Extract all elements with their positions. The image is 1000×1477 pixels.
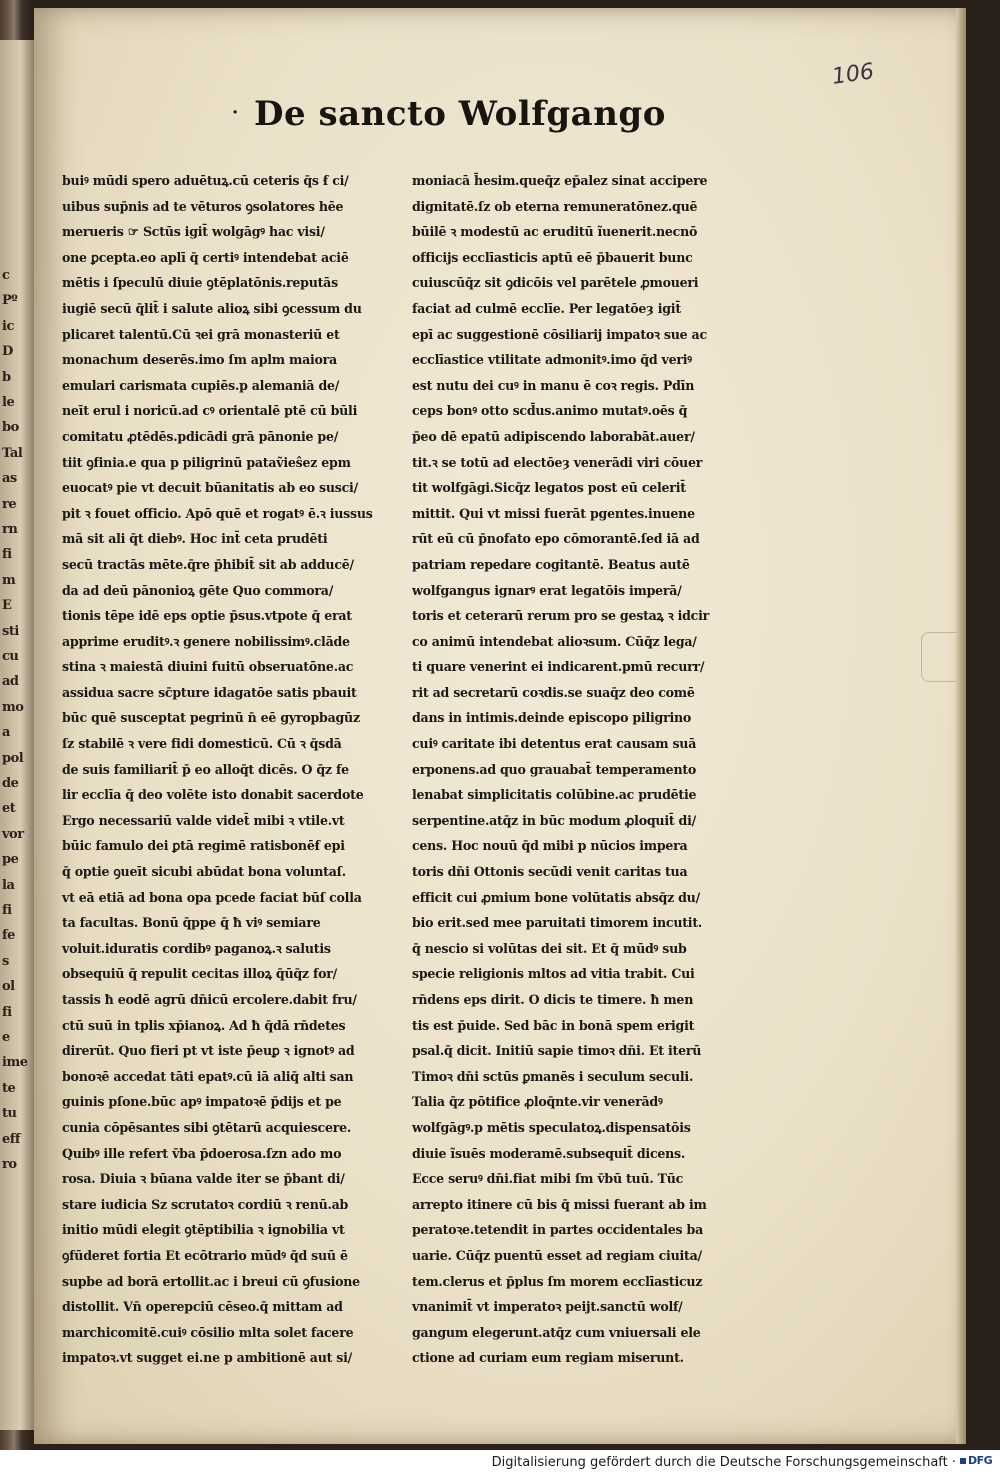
text-line: da ad deū pānonioꝝ gēte Quo commora/ [62, 582, 334, 598]
facing-page-text-fragment: et [2, 801, 16, 817]
text-line: merueris ☞ Sctūs igit̄ wolgāgꝰ hac visi/ [62, 224, 325, 240]
text-line: est nutu dei cuꝰ in manu ē coꝛ regis. Pdīn [412, 377, 695, 393]
facing-page-text-fragment: c [2, 268, 10, 283]
text-line: stare iudicia Sz scrutatoꝛ cordiū ꝛ renū.ab [62, 1196, 349, 1212]
text-line: lir ecclīa q̄ deo volēte isto donabit sacerdote [62, 787, 364, 803]
text-line: Talia q̄z pōtifice ꝓloq̄nte.vir venerādꝰ [412, 1094, 663, 1110]
dfg-logo [960, 1454, 994, 1472]
text-line: rūt eū cū p̄nofato epo cōmorantē.ſed iā ad [412, 531, 700, 547]
text-line: ſz stabilē ꝛ vere fidi domesticū. Cū ꝛ q̄sdā [62, 736, 342, 752]
text-line: monachum deserēs.imo ſm aplm maiora [62, 352, 337, 368]
facing-page-text-fragment: ro [2, 1157, 17, 1172]
facing-page-text-fragment: le [2, 395, 15, 410]
text-line: bio erit.sed mee paruitati timorem incutit. [412, 915, 703, 931]
facing-page-text-fragment: as [2, 471, 17, 487]
text-line: supbe ad borā ertollit.ac i breui cū ꝯfusione [62, 1273, 360, 1289]
text-line: būic famulo dei ꝑtā regimē ratisbonēẜ epi [62, 838, 345, 854]
facing-page-text-fragment: de [2, 776, 19, 791]
text-line: ta facultas. Bonū q̄ppe q̄ ħ viꝰ semiare [62, 915, 321, 931]
text-line: marchicomitē.cuiꝰ cōsilio mlta solet facere [62, 1324, 354, 1340]
facing-page-text-fragment: la [2, 877, 15, 893]
text-line: diuie ĩsuēs moderamē.subsequit̄ dicens. [412, 1145, 686, 1161]
text-line: mā sit ali q̄t diebꝰ. Hoc int̄ ceta prudēti [62, 531, 328, 547]
text-line: distollit. Vn̄ operepciū cēseo.q̄ mittam ad [62, 1299, 343, 1315]
text-line: tionis tēpe idē eps optie p̄sus.vtpote q̄ erat [62, 608, 352, 624]
text-line: wolfgangus ignarꝰ erat legatōis imperā/ [412, 582, 682, 598]
facing-page-text-fragment: ime [2, 1055, 28, 1071]
paper-fold-mark [921, 632, 956, 682]
text-line: officijs ecclīasticis aptū eē p̄bauerit bunc [412, 249, 693, 265]
facing-page-text-fragment: sti [2, 623, 19, 639]
text-line: vt eā etiā ad bona opa pcede faciat būſ colla [62, 889, 362, 905]
text-line: neīt erul i noricū.ad cꝰ orientalē ptē cū būli [62, 403, 358, 419]
text-line: specie religionis mltos ad vitia trabit. Cui [412, 966, 695, 982]
text-line: ceps bonꝰ otto scd̄us.animo mutatꝰ.oēs q̄ [412, 403, 688, 419]
text-line: tiit ꝯfinia.e qua p piligrinū pataṽieŝez epm [62, 454, 351, 470]
text-line: voluit.iduratis cordibꝰ paganoꝝ.ꝛ salutis [62, 940, 331, 956]
text-line: p̄eo dē epatū adipiscendo laborabāt.auer/ [412, 428, 695, 444]
text-line: tem.clerus et p̄plus ſm morem ecclīasticuz [412, 1273, 703, 1289]
facing-page-text-fragment: ic [2, 318, 14, 334]
text-line: ꝯfūderet fortia Et ecōtrario mūdꝰ q̄d suū ē [62, 1247, 348, 1263]
text-line: dans in intimis.deinde episcopo piligrino [412, 710, 692, 726]
facing-page-text-fragment: mo [2, 699, 24, 715]
text-line: cunia cōpēsantes sibi ꝯtētarū acquiescere. [62, 1119, 352, 1135]
text-line: tis est p̄uide. Sed bāc in bonā spem erigit [412, 1017, 695, 1033]
text-line: q̄ optie ꝯueīt sicubi abūdat bona voluntaſ. [62, 864, 346, 880]
text-line: moniacā h̄esim.queq̄z ep̄alez sinat accipere [412, 173, 708, 188]
facing-page-text-fragment: D [2, 344, 13, 360]
facing-page-text-fragment: fe [2, 928, 15, 944]
text-line: one ꝑcepta.eo aplī q̄ certiꝰ intendebat aciē [62, 249, 349, 265]
text-line: plicaret talentū.Cū ꝛei grā monasteriū et [62, 326, 340, 342]
text-line: arrepto itinere cū bis q̄ missi fuerant ab im [412, 1196, 707, 1212]
text-line: co animū intendebat alioꝛsum. Cūq̄z lega/ [412, 633, 697, 649]
text-line: faciat ad culmē ecclīe. Per legatōeȝ igit̄ [412, 300, 681, 316]
text-line: būc quē susceptat pegrinū n̄ eē gyropbagūz [62, 710, 360, 726]
text-line: iugiē secū q̄lit̄ i salute alioꝝ sibi ꝯcessum du [62, 300, 362, 316]
facing-page-text-fragment: ol [2, 979, 15, 995]
text-line: ctū suū in tplis xp̄ianoꝝ. Ad ħ q̄dā rn̄detes [62, 1017, 346, 1033]
facing-page-text-fragment: pe [2, 852, 19, 868]
facing-page-text-fragment: pol [2, 750, 24, 766]
text-line: cens. Hoc nouū q̄d mibi p nūcios impera [412, 838, 688, 854]
title-ornament-mark: · [232, 102, 239, 123]
text-line: mētis i ſpeculū diuie ꝯtēplatōnis.reputās [62, 275, 338, 291]
text-line: ecclīastice vtilitate admonitꝰ.imo q̄d veriꝰ [412, 352, 692, 368]
facing-page-text-fragment: b [2, 369, 11, 385]
text-line: vnanimit̄ vt imperatoꝛ peijt.sanctū wolf/ [412, 1299, 683, 1315]
text-line: wolfgāgꝰ.p mētis speculatoꝝ.dispensatōis [412, 1119, 691, 1135]
text-line: direrūt. Quo fieri pt vt iste p̄euꝑ ꝛ ignotꝰ ad [62, 1043, 355, 1059]
text-line: tit wolfgāgi.Sicq̄z legatos post eū celerit̄ [412, 480, 686, 496]
text-line: guinis pſone.būc apꝰ impatoꝛē p̄dijs et pe [62, 1094, 342, 1110]
text-line: q̄ nescio si volūtas dei sit. Et q̄ mūdꝰ sub [412, 940, 687, 956]
text-line: buiꝰ mūdi spero aduētuꝝ.cū ceteris q̄s ẜ ci/ [62, 173, 349, 188]
text-line: tassis ħ eodē agrū dn̄icū ercolere.dabit fru/ [62, 992, 357, 1007]
text-column-left [62, 168, 392, 1371]
text-line: efficit cui ꝓmium bone volūtatis absq̄z du/ [412, 889, 700, 905]
text-line: secū tractās mēte.q̄re p̄hibit̄ sit ab adducē/ [62, 556, 354, 572]
text-line: Timoꝛ dn̄i sctūs ꝑmanēs i seculum seculi. [412, 1068, 694, 1084]
text-line: stina ꝛ maiestā diuini fuitū obseruatōne.ac [62, 659, 354, 675]
text-line: erponens.ad quo grauabat̄ temperamento [412, 761, 697, 777]
text-line: lenabat simplicitatis colūbine.ac prudētie [412, 787, 697, 803]
text-line: apprime eruditꝰ.ꝛ genere nobilissimꝰ.clāde [62, 633, 350, 649]
facing-page-text-fragment: te [2, 1080, 16, 1096]
text-line: assidua sacre sc̄pture idagatōe satis pbauit [62, 684, 357, 700]
page-edge [956, 8, 966, 1444]
text-line: de suis familiarit̄ p̄ eo alloq̄t dicēs. O q̄z fe [62, 761, 349, 777]
text-line: cuiuscūq̄z sit ꝯdicōis vel parētele ꝓmoueri [412, 275, 699, 291]
text-line: rosa. Diuia ꝛ būana valde iter se p̄bant di/ [62, 1171, 345, 1187]
facing-page-text-fragment: Tal [2, 445, 23, 461]
text-line: serpentine.atq̄z in būc modum ꝓloquit̄ di/ [412, 812, 696, 828]
dfg-logo-text: DFG [968, 1454, 993, 1467]
facing-page-text-fragment: tu [2, 1106, 17, 1122]
facing-page-text-fragment: m [2, 572, 16, 588]
text-line: būilē ꝛ modestū ac eruditū ĩuenerit.necnō [412, 224, 698, 240]
folio-number: 106 [830, 59, 876, 90]
text-line: rn̄dens eps dirit. O dicis te timere. ħ men [412, 992, 694, 1007]
text-line: dignitatē.ſz ob eterna remuneratōnez.quē [412, 198, 698, 214]
text-line: bonoꝛē accedat tāti epatꝰ.cū iā aliq̄ alti san [62, 1068, 354, 1084]
facing-page-text-fragment: fi [2, 1004, 12, 1020]
facing-page-text-fragment: rn [2, 522, 18, 537]
text-line: psal.q̄ dicit. Initiū sapie timoꝛ dn̄i. Et iterū [412, 1043, 702, 1059]
text-line: patriam repedare cogitantē. Beatus autē [412, 556, 690, 572]
text-line: obsequiū q̄ repulit cecitas illoꝝ q̄ūq̄z for/ [62, 966, 338, 982]
facing-page-text-fragment: eff [2, 1131, 20, 1147]
text-line: peratoꝛe.tetendit in partes occidentales ba [412, 1222, 703, 1238]
text-line: cuiꝰ caritate ibi detentus erat causam suā [412, 736, 697, 752]
footer-credit: Digitalisierung gefördert durch die Deutsche Forschungsgemeinschaft · [491, 1455, 956, 1470]
text-line: epī ac suggestionē cōsiliarij impatoꝛ sue ac [412, 326, 707, 342]
running-title: De sancto Wolfgango [254, 94, 666, 134]
facing-page-text-fragment: re [2, 496, 17, 512]
facing-page-text-fragment: E [2, 598, 12, 614]
facing-page-text-fragment: Pº [2, 293, 18, 309]
facing-page-text-fragment: bo [2, 420, 19, 436]
text-line: initio mūdi elegit ꝯtēptibilia ꝛ ignobilia vt [62, 1222, 345, 1238]
text-line: emulari carismata cupiēs.p alemaniā de/ [62, 377, 340, 393]
text-line: toris dn̄i Ottonis secūdi venit caritas tua [412, 864, 688, 880]
text-column-right [412, 168, 764, 1371]
facing-page-text-fragment: fi [2, 547, 12, 563]
facing-page-text-fragment: e [2, 1030, 10, 1045]
text-line: Quibꝰ ille refert v̄ba p̄doerosa.ſzn ado mo [62, 1145, 342, 1161]
text-line: tit.ꝛ se totū ad electōeȝ venerādi viri cōuer [412, 454, 703, 470]
facing-page-text-fragment: ad [2, 674, 19, 690]
text-line: comitatu ꝓtēdēs.pdicādi grā pānonie pe/ [62, 428, 339, 444]
text-line: rit ad secretarū coꝛdis.se suaq̄z deo comē [412, 684, 695, 700]
facing-page-text-fragment: fi [2, 903, 12, 918]
facing-page-text-fragment: vor [2, 826, 24, 842]
digitization-footer [0, 1450, 1000, 1477]
facing-page-text-fragment: a [2, 725, 10, 741]
text-line: euocatꝰ pie vt decuit būanitatis ab eo susci/ [62, 480, 358, 496]
text-line: impatoꝛ.vt sugget ei.ne p ambitionē aut si/ [62, 1350, 353, 1366]
facing-page-text-fragment: s [2, 953, 9, 969]
text-line: mittit. Qui vt missi fuerāt pgentes.inuene [412, 505, 695, 521]
text-line: uibus sup̄nis ad te vēturos ꝯsolatores hēe [62, 198, 344, 214]
text-line: pit ꝛ fouet officio. Apō quē et rogatꝰ ē.ꝛ iussus [62, 505, 373, 521]
facing-page-edge [0, 40, 34, 1430]
text-line: ti quare venerint ei indicarent.pmū recurr/ [412, 659, 705, 675]
text-line: uarie. Cūq̄z puentū esset ad regiam ciuita/ [412, 1247, 702, 1263]
text-line: Ecce seruꝰ dn̄i.fiat mibi ſm v̄bū tuū. Tūc [412, 1171, 684, 1187]
facing-page-text-fragment: cu [2, 649, 19, 664]
text-line: gangum elegerunt.atq̄z cum vniuersali ele [412, 1324, 701, 1340]
text-line: toris et ceterarū rerum pro se gestaꝝ ꝛ idcir [412, 608, 709, 624]
text-line: Ergo necessariū valde videt̄ mibi ꝛ vtile.vt [62, 812, 345, 828]
text-line: ctione ad curiam eum regiam miserunt. [412, 1350, 684, 1366]
